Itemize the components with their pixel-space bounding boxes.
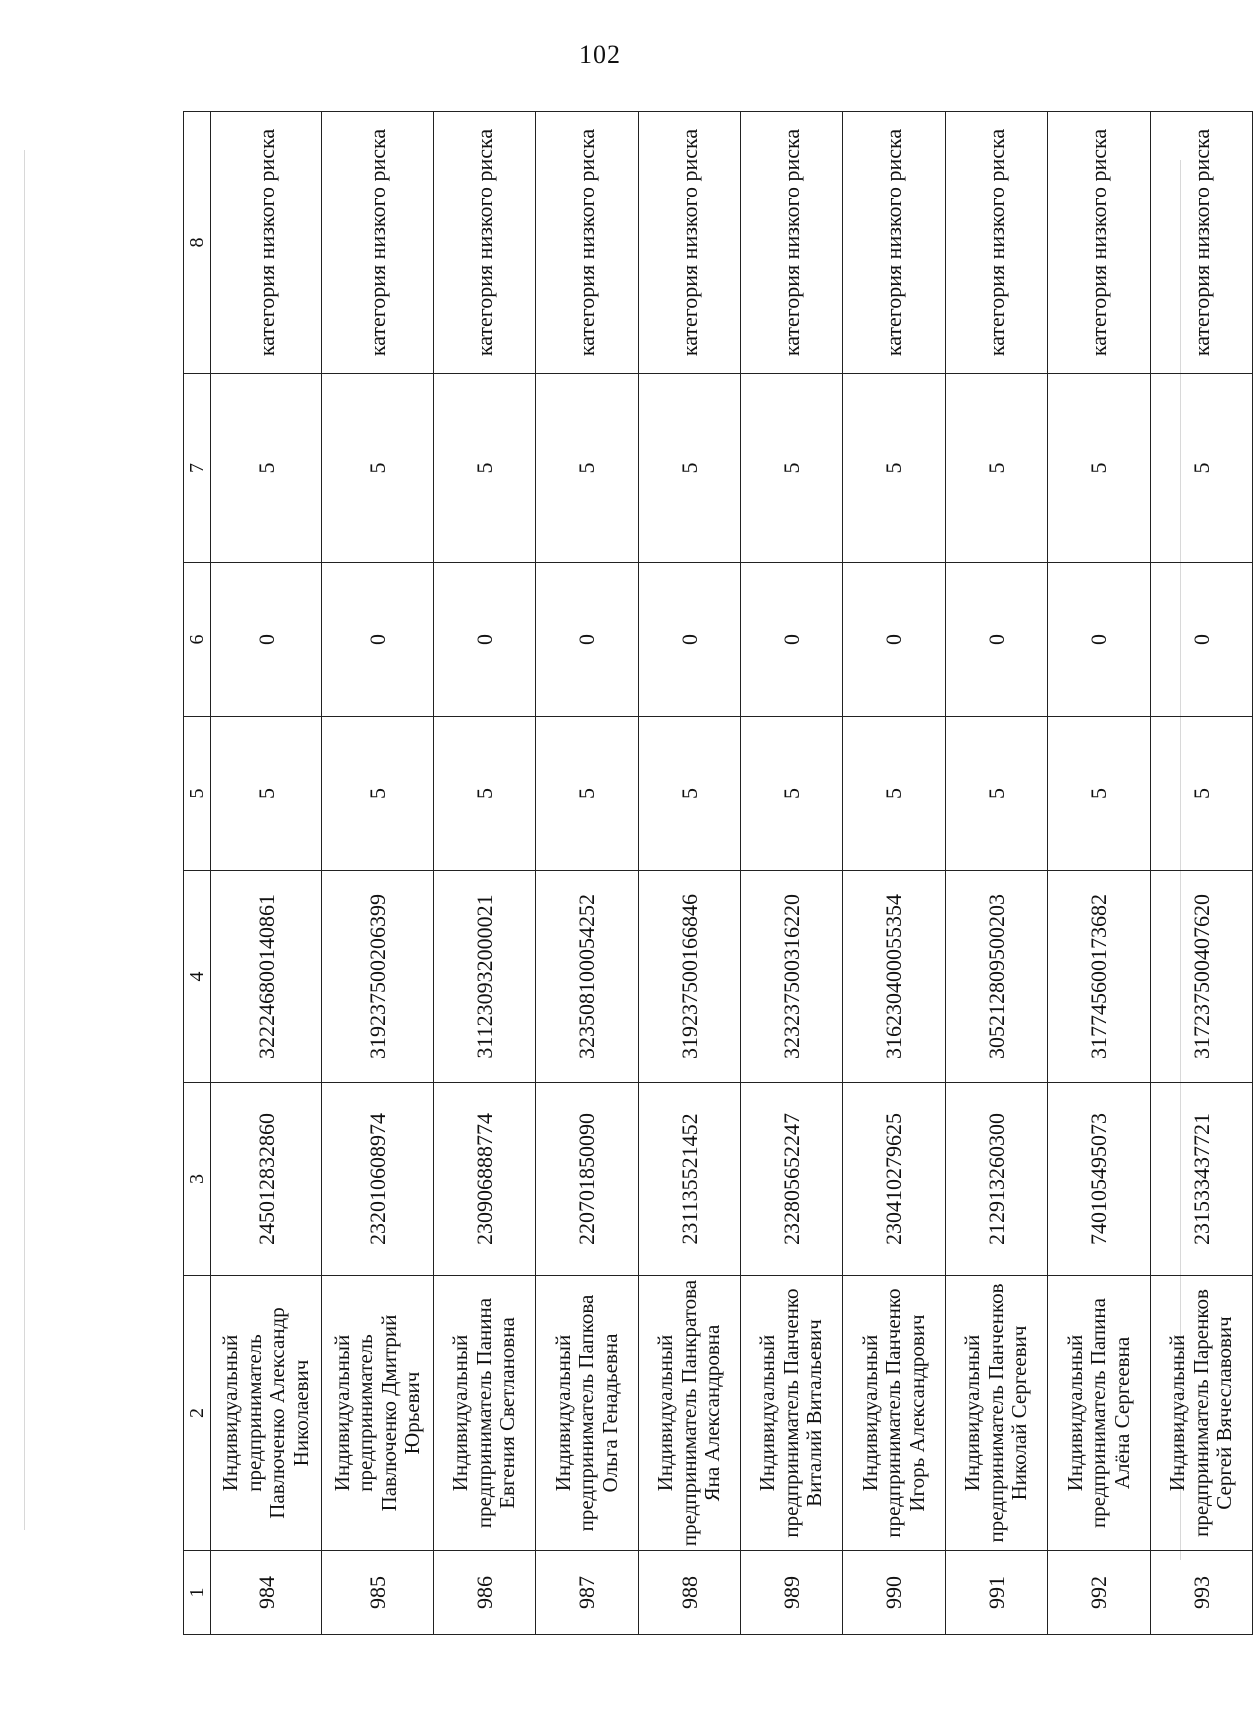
- page-number: 102: [579, 40, 621, 69]
- entrepreneur-name: Индивидуальный предприниматель Панкратова Яна Александровна: [638, 1276, 740, 1551]
- row-number: 992: [1048, 1551, 1150, 1635]
- table-row: [1048, 112, 1150, 1635]
- col7-cell: 5: [638, 374, 740, 563]
- table-row: [211, 112, 322, 1635]
- header-col-4: 4: [184, 871, 211, 1083]
- col5-cell: 5: [322, 717, 433, 871]
- header-col-8: 8: [184, 112, 211, 374]
- rotated-table-container: [183, 112, 1253, 1635]
- ogrnip-cell: 322246800140861: [211, 871, 322, 1083]
- col6-cell: 0: [638, 563, 740, 717]
- entrepreneur-name: Индивидуальный предприниматель Павлюченко Дмитрий Юрьевич: [322, 1276, 433, 1551]
- col5-cell: 5: [638, 717, 740, 871]
- table-header: [184, 112, 211, 1635]
- ogrnip-cell: 316230400055354: [843, 871, 945, 1083]
- risk-category-cell: категория низкого риска: [433, 112, 535, 374]
- risk-category-table: [183, 111, 1253, 1635]
- col7-cell: 5: [1150, 374, 1252, 563]
- entrepreneur-name: Индивидуальный предприниматель Панченко Игорь Александрович: [843, 1276, 945, 1551]
- risk-category-cell: категория низкого риска: [843, 112, 945, 374]
- col7-cell: 5: [945, 374, 1047, 563]
- scan-stroke: [24, 150, 25, 1530]
- inn-cell: 231533437721: [1150, 1083, 1252, 1276]
- col7-cell: 5: [322, 374, 433, 563]
- inn-cell: 740105495073: [1048, 1083, 1150, 1276]
- row-number: 993: [1150, 1551, 1252, 1635]
- entrepreneur-name: Индивидуальный предприниматель Панченков Николай Сергеевич: [945, 1276, 1047, 1551]
- row-number: 991: [945, 1551, 1047, 1635]
- risk-category-cell: категория низкого риска: [945, 112, 1047, 374]
- inn-cell: 232010608974: [322, 1083, 433, 1276]
- col7-cell: 5: [1048, 374, 1150, 563]
- col5-cell: 5: [843, 717, 945, 871]
- row-number: 989: [741, 1551, 843, 1635]
- col5-cell: 5: [536, 717, 638, 871]
- col7-cell: 5: [433, 374, 535, 563]
- table-row: [741, 112, 843, 1635]
- col7-cell: 5: [536, 374, 638, 563]
- risk-category-cell: категория низкого риска: [211, 112, 322, 374]
- header-col-2: 2: [184, 1276, 211, 1551]
- table-row: [322, 112, 433, 1635]
- header-col-7: 7: [184, 374, 211, 563]
- ogrnip-cell: 319237500206399: [322, 871, 433, 1083]
- col6-cell: 0: [945, 563, 1047, 717]
- table-row: [433, 112, 535, 1635]
- entrepreneur-name: Индивидуальный предприниматель Паренков Сергей Вячеславович: [1150, 1276, 1252, 1551]
- row-number: 984: [211, 1551, 322, 1635]
- ogrnip-cell: 311230932000021: [433, 871, 535, 1083]
- col7-cell: 5: [843, 374, 945, 563]
- inn-cell: 220701850090: [536, 1083, 638, 1276]
- table-row: [638, 112, 740, 1635]
- inn-cell: 230410279625: [843, 1083, 945, 1276]
- ogrnip-cell: 305212809500203: [945, 871, 1047, 1083]
- row-number: 990: [843, 1551, 945, 1635]
- entrepreneur-name: Индивидуальный предприниматель Панченко Виталий Витальевич: [741, 1276, 843, 1551]
- table-row: [945, 112, 1047, 1635]
- col7-cell: 5: [211, 374, 322, 563]
- header-col-3: 3: [184, 1083, 211, 1276]
- risk-category-cell: категория низкого риска: [1048, 112, 1150, 374]
- col6-cell: 0: [741, 563, 843, 717]
- table-row: [843, 112, 945, 1635]
- risk-category-cell: категория низкого риска: [536, 112, 638, 374]
- row-number: 987: [536, 1551, 638, 1635]
- header-row: [184, 112, 211, 1635]
- col7-cell: 5: [741, 374, 843, 563]
- inn-cell: 212913260300: [945, 1083, 1047, 1276]
- entrepreneur-name: Индивидуальный предприниматель Папкова Ольга Генадьевна: [536, 1276, 638, 1551]
- row-number: 988: [638, 1551, 740, 1635]
- inn-cell: 232805652247: [741, 1083, 843, 1276]
- entrepreneur-name: Индивидуальный предприниматель Павлюченко Александр Николаевич: [211, 1276, 322, 1551]
- col5-cell: 5: [1150, 717, 1252, 871]
- header-col-5: 5: [184, 717, 211, 871]
- ogrnip-cell: 323508100054252: [536, 871, 638, 1083]
- entrepreneur-name: Индивидуальный предприниматель Папина Алёна Сергеевна: [1048, 1276, 1150, 1551]
- col5-cell: 5: [211, 717, 322, 871]
- header-col-1: 1: [184, 1551, 211, 1635]
- col6-cell: 0: [843, 563, 945, 717]
- risk-category-cell: категория низкого риска: [638, 112, 740, 374]
- table-row: [536, 112, 638, 1635]
- col6-cell: 0: [211, 563, 322, 717]
- table-row: [1150, 112, 1252, 1635]
- row-number: 986: [433, 1551, 535, 1635]
- risk-category-cell: категория низкого риска: [741, 112, 843, 374]
- risk-category-cell: категория низкого риска: [322, 112, 433, 374]
- entrepreneur-name: Индивидуальный предприниматель Панина Евгения Светлановна: [433, 1276, 535, 1551]
- row-number: 985: [322, 1551, 433, 1635]
- ogrnip-cell: 317745600173682: [1048, 871, 1150, 1083]
- col5-cell: 5: [741, 717, 843, 871]
- inn-cell: 230906888774: [433, 1083, 535, 1276]
- inn-cell: 245012832860: [211, 1083, 322, 1276]
- col5-cell: 5: [433, 717, 535, 871]
- ogrnip-cell: 319237500166846: [638, 871, 740, 1083]
- header-col-6: 6: [184, 563, 211, 717]
- ogrnip-cell: 323237500316220: [741, 871, 843, 1083]
- col6-cell: 0: [536, 563, 638, 717]
- ogrnip-cell: 317237500407620: [1150, 871, 1252, 1083]
- col6-cell: 0: [1150, 563, 1252, 717]
- table-body: [211, 112, 1253, 1635]
- risk-category-cell: категория низкого риска: [1150, 112, 1252, 374]
- inn-cell: 231135521452: [638, 1083, 740, 1276]
- col5-cell: 5: [945, 717, 1047, 871]
- col6-cell: 0: [433, 563, 535, 717]
- col6-cell: 0: [322, 563, 433, 717]
- col5-cell: 5: [1048, 717, 1150, 871]
- col6-cell: 0: [1048, 563, 1150, 717]
